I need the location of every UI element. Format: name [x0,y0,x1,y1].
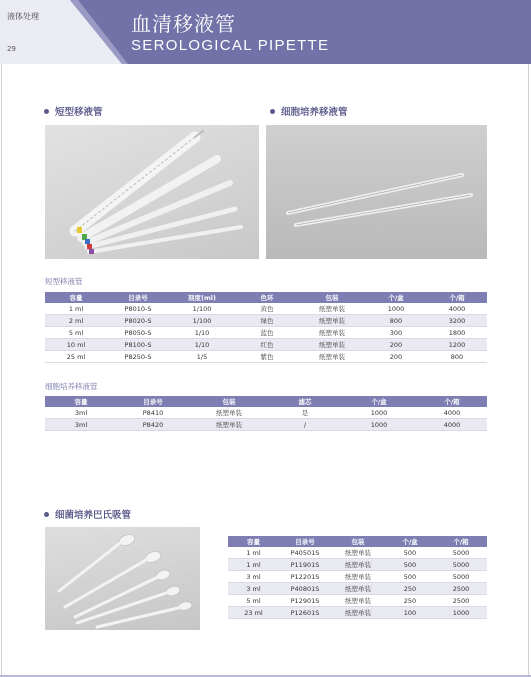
section-heading-pasteur: 细菌培养巴氏吸管 [44,507,131,521]
table-row: 25 ml P8250-S 1/5 紫色 纸塑单装 200 800 [45,351,487,363]
column-header: 包装 [189,396,269,407]
short-pipette-table [45,292,487,363]
column-header: 个/盒 [365,292,427,303]
header-band [0,0,531,64]
table-row: 5 ml P12901S 纸塑单装 250 2500 [228,595,487,607]
table2-caption: 细胞培养移液管 [45,382,98,391]
bullet-icon [270,109,275,114]
column-header: 滤芯 [269,396,341,407]
pasteur-pipette-photo [45,527,200,630]
column-header: 色环 [235,292,299,303]
section-heading-short: 短型移液管 [44,104,103,118]
table-row: 3 ml P12201S 纸塑单装 500 5000 [228,571,487,583]
table1-caption: 短型移液管 [45,277,83,286]
table-header-row [45,396,487,407]
table-row: 3ml P8410 纸塑单装 是 1000 4000 [45,407,487,419]
column-header: 容量 [45,396,117,407]
table-row: 2 ml P8020-S 1/100 绿色 纸塑单装 800 3200 [45,315,487,327]
table-header-row [228,536,487,547]
section-heading-cell: 细胞培养移液管 [270,104,348,118]
column-header: 目录号 [117,396,189,407]
table-row: 3ml P8420 纸塑单装 / 1000 4000 [45,419,487,431]
column-header: 个/盒 [341,396,417,407]
table-header-row [45,292,487,303]
column-header: 目录号 [279,536,331,547]
column-header: 刻度(ml) [169,292,235,303]
table-row: 3 ml P40801S 纸塑单装 250 2500 [228,583,487,595]
table-row: 5 ml P8050-S 1/10 蓝色 纸塑单装 300 1800 [45,327,487,339]
table-row: 10 ml P8100-S 1/10 红色 纸塑单装 200 1200 [45,339,487,351]
column-header: 个/箱 [435,536,487,547]
column-header: 个/箱 [427,292,487,303]
short-pipette-photo [45,125,259,259]
table-row: 23 ml P12601S 纸塑单装 100 1000 [228,607,487,619]
section-tag: 液体处理 [7,12,39,21]
column-header: 个/箱 [417,396,487,407]
column-header: 个/盒 [385,536,435,547]
column-header: 包装 [331,536,385,547]
table-row: 1 ml P8010-S 1/100 黄色 纸塑单装 1000 4000 [45,303,487,315]
page-title-en: SEROLOGICAL PIPETTE [131,37,330,54]
table-row: 1 ml P11901S 纸塑单装 500 5000 [228,559,487,571]
bullet-icon [44,512,49,517]
cell-pipette-table [45,396,487,431]
column-header: 目录号 [107,292,169,303]
page-title-cn: 血清移液管 [131,12,236,36]
bullet-icon [44,109,49,114]
pasteur-pipette-table [228,536,487,619]
page-number: 29 [7,45,16,53]
column-header: 包装 [299,292,365,303]
column-header: 容量 [45,292,107,303]
cell-pipette-photo [266,125,487,259]
column-header: 容量 [228,536,279,547]
table-row: 1 ml P40501S 纸塑单装 500 5000 [228,547,487,559]
